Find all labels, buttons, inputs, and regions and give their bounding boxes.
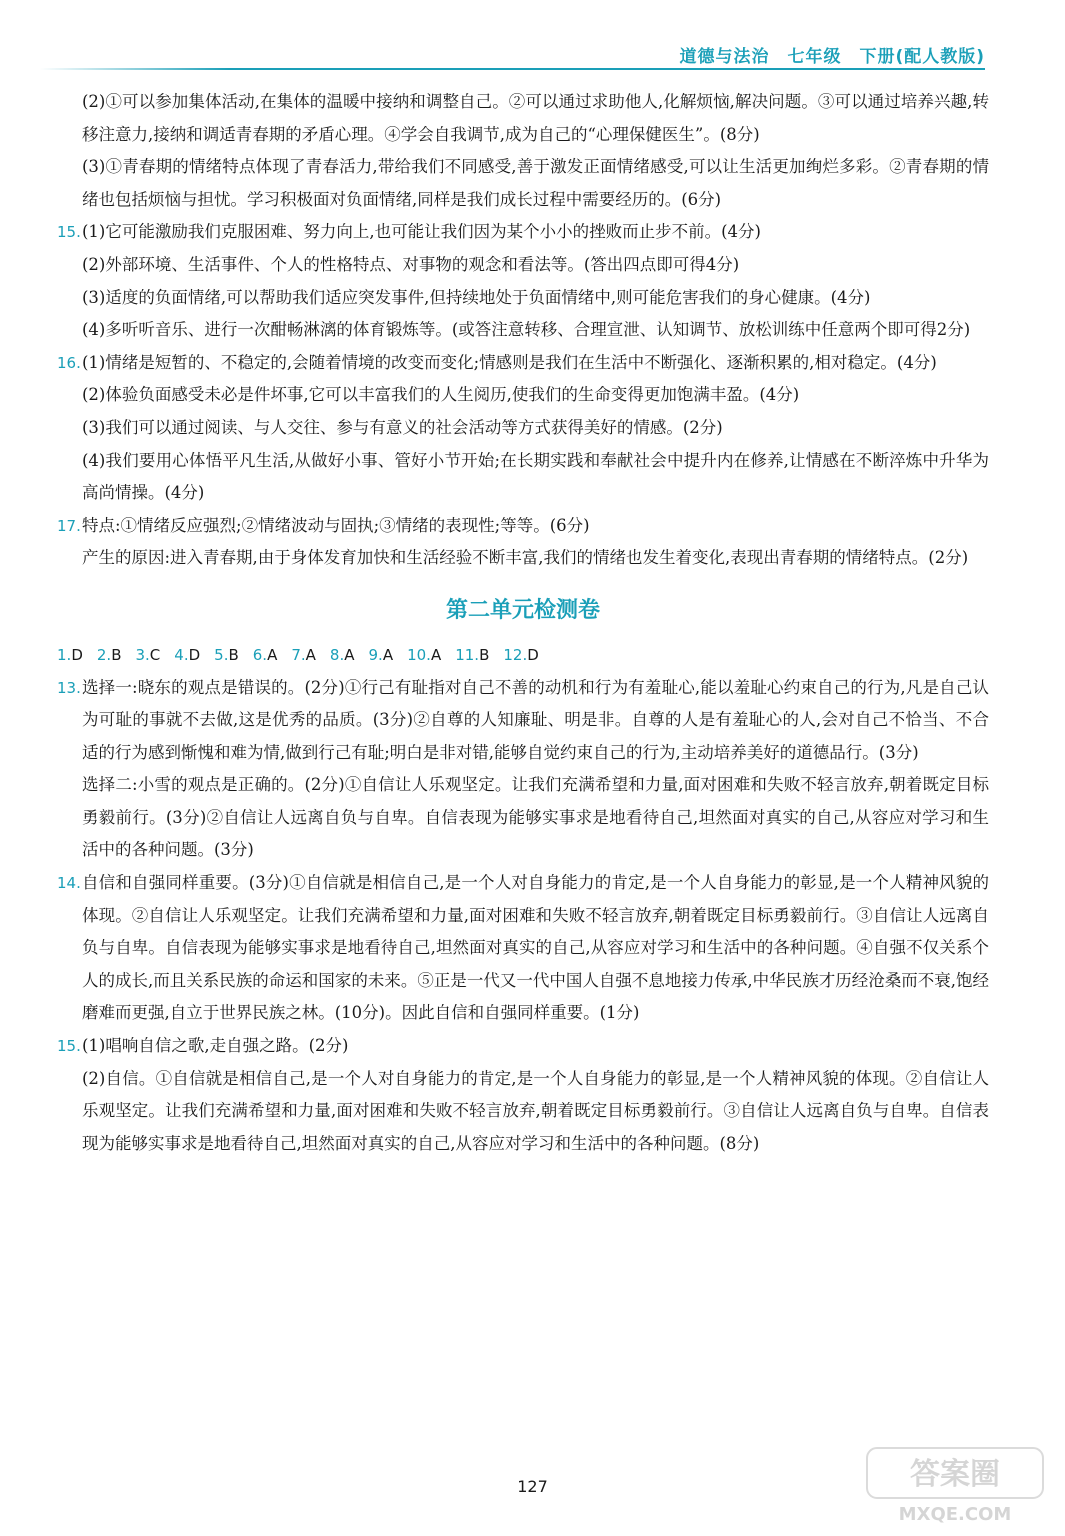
question-number: 15. — [57, 1037, 81, 1056]
multiple-choice-answers — [57, 639, 989, 672]
mc-answer: 7.A — [291, 645, 316, 664]
svg-text:答案圈: 答案圈 — [910, 1457, 1000, 1492]
q15-part2: (2)外部环境、生活事件、个人的性格特点、对事物的观念和看法等。(答出四点即可得4分) — [82, 254, 740, 274]
mc-answer: 5.B — [214, 645, 239, 664]
unit1-q16 — [57, 347, 989, 510]
q16-part1: (1)情绪是短暂的、不稳定的,会随着情境的改变而变化;情感则是我们在生活中不断强化、逐渐积累的,相对稳定。(4分) — [82, 352, 937, 372]
answer-content — [57, 86, 989, 1160]
q17-part1: 特点:①情绪反应强烈;②情绪波动与固执;③情绪的表现性;等等。(6分) — [82, 515, 590, 535]
q14-part2: (2)①可以参加集体活动,在集体的温暖中接纳和调整自己。②可以通过求助他人,化解烦恼,解决问题。③可以通过培养兴趣,转移注意力,接纳和调适青春期的矛盾心理。④学会自我调节,成为自己的“心理保健医生”。(8分) — [82, 92, 989, 144]
q16-part4: (4)我们要用心体悟平凡生活,从做好小事、管好小节开始;在长期实践和奉献社会中提升内在修养,让情感在不断淬炼中升华为高尚情操。(4分) — [82, 450, 989, 503]
mc-answer: 4.D — [174, 645, 201, 664]
q15-part1: (1)唱响自信之歌,走自强之路。(2分) — [82, 1036, 349, 1056]
mc-answer: 1.D — [57, 645, 83, 664]
mc-answer: 3.C — [135, 645, 161, 664]
page-number: 127 — [517, 1477, 548, 1496]
question-number: 13. — [57, 678, 81, 697]
q15-part1: (1)它可能激励我们克服困难、努力向上,也可能让我们因为某个小小的挫败而止步不前。(4分) — [82, 222, 761, 242]
q15-part3: (3)适度的负面情绪,可以帮助我们适应突发事件,但持续地处于负面情绪中,则可能危害我们的身心健康。(4分) — [82, 287, 871, 307]
q13-option2: 选择二:小雪的观点是正确的。(2分)①自信让人乐观坚定。让我们充满希望和力量,面对困难和失败不轻言放弃,朝着既定目标勇毅前行。(3分)②自信让人远离自负与自卑。自信表现为能够实事求是地看待自己,坦然面对真实的自己,从容应对学习和生活中的各种问题。(3分) — [82, 775, 989, 860]
svg-text:MXQE.COM: MXQE.COM — [898, 1504, 1012, 1525]
watermark-logo — [865, 1446, 1045, 1526]
q16-part3: (3)我们可以通过阅读、与人交往、参与有意义的社会活动等方式获得美好的情感。(2分) — [82, 417, 723, 437]
unit2-q13 — [57, 672, 989, 868]
question-number: 16. — [57, 353, 81, 372]
unit1-q14-continued — [57, 86, 989, 216]
mc-answer: 8.A — [329, 645, 355, 664]
running-header: 道德与法治 七年级 下册(配人教版) — [679, 47, 985, 67]
question-number: 15. — [57, 223, 81, 242]
mc-answer: 11.B — [455, 645, 490, 664]
header-divider — [40, 68, 985, 70]
mc-answer: 2.B — [96, 645, 122, 664]
q14-part3: (3)①青春期的情绪特点体现了青春活力,带给我们不同感受,善于激发正面情绪感受,可以让生活更加绚烂多彩。②青春期的情绪也包括烦恼与担忧。学习积极面对负面情绪,同样是我们成长过程中需要经历的。(6分) — [82, 157, 989, 209]
mc-answer: 10.A — [407, 645, 442, 664]
q16-part2: (2)体验负面感受未必是件坏事,它可以丰富我们的人生阅历,使我们的生命变得更加饱满丰盈。(4分) — [82, 385, 800, 405]
mc-answer: 6.A — [252, 645, 278, 664]
section-title: 第二单元检测卷 — [445, 596, 600, 623]
q13-option1: 选择一:晓东的观点是错误的。(2分)①行己有耻指对自己不善的动机和行为有羞耻心,能以羞耻心约束自己的行为,凡是自己认为可耻的事就不去做,这是优秀的品质。(3分)②自尊的人知廉耻、明是非。自尊的人是有羞耻心的人,会对自己不恰当、不合适的行为感到惭愧和难为情,做到行己有耻;明白是非对错,能够自觉约束自己的行为,主动培养美好的道德品行。(3分) — [82, 677, 989, 762]
mc-answer: 12.D — [503, 645, 539, 664]
unit2-q15 — [57, 1030, 989, 1160]
q15-part4: (4)多听听音乐、进行一次酣畅淋漓的体育锻炼等。(或答注意转移、合理宣泄、认知调节、放松训练中任意两个即可得2分) — [82, 320, 971, 340]
q15-part2: (2)自信。①自信就是相信自己,是一个人对自身能力的肯定,是一个人自身能力的彰显,是一个人精神风貌的体现。②自信让人乐观坚定。让我们充满希望和力量,面对困难和失败不轻言放弃,朝着既定目标勇毅前行。③自信让人远离自负与自卑。自信表现为能够实事求是地看待自己,坦然面对真实的自己,从容应对学习和生活中的各种问题。(8分) — [82, 1068, 989, 1153]
unit2-q14 — [57, 867, 989, 1030]
question-number: 14. — [57, 874, 81, 893]
q17-part2: 产生的原因:进入青春期,由于身体发育加快和生活经验不断丰富,我们的情绪也发生着变化,表现出青春期的情绪特点。(2分) — [82, 548, 969, 568]
question-number: 17. — [57, 516, 81, 535]
mc-answer: 9.A — [368, 645, 394, 664]
q14-answer: 自信和自强同样重要。(3分)①自信就是相信自己,是一个人对自身能力的肯定,是一个人自身能力的彰显,是一个人精神风貌的体现。②自信让人乐观坚定。让我们充满希望和力量,面对困难和失败不轻言放弃,朝着既定目标勇毅前行。③自信让人远离自负与自卑。自信表现为能够实事求是地看待自己,坦然面对真实的自己,从容应对学习和生活中的各种问题。④自强不仅关系个人的成长,而且关系民族的命运和国家的未来。⑤正是一代又一代中国人自强不息地接力传承,中华民族才历经沧桑而不衰,饱经磨难而更强,自立于世界民族之林。(10分)。因此自信和自强同样重要。(1分) — [82, 873, 989, 1023]
unit1-q17 — [57, 510, 989, 575]
unit1-q15 — [57, 216, 989, 346]
